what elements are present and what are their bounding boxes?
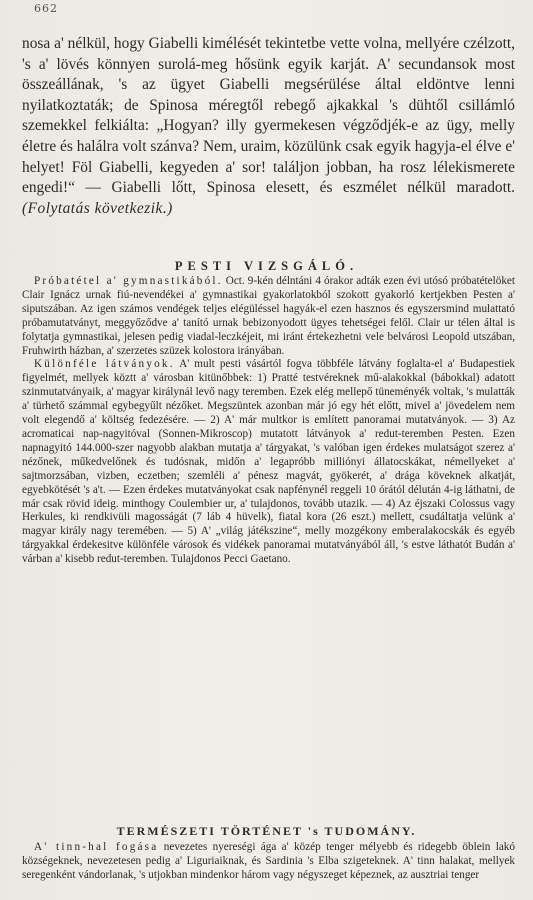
paragraph-gymnastics: [22, 275, 515, 358]
paragraph-spectacles: [22, 358, 515, 567]
paragraph-lead: Próbatétel a' gymnastikából.: [34, 275, 223, 287]
page-number: 662: [34, 2, 58, 15]
story-text: [22, 34, 515, 219]
paragraph-lead: A' tinn-hal fogása: [34, 841, 159, 853]
section-heading-pesti-vizsgalo: PESTI VIZSGÁLÓ.: [174, 259, 359, 273]
section-heading-natural-history: TERMÉSZETI TÖRTÉNET 's TUDOMÁNY.: [116, 824, 417, 838]
paragraph-body: nevezetes nyereségi ága a' közép tenger mélyebb és ridegebb öblein lakó községeknek, nevezetesen pedig a' Liguriaiknak, és Sardinia 's Elba szigeteknek. A' tinn halakat, mellyek seregenként vándorlanak, 's utjokban mindenkor három vagy négyszeget képeznek, az ausztriai tenger: [22, 841, 515, 882]
paragraph-body: A' mult pesti vásártól fogva többféle látvány foglalta-el a' Budapestiek figyelmét, mellyek köztt a' városban kitünőbbek: 1) Pratté testvéreknek mű-alakokkal (bábokkal) adatott szinmutatványaik, a' magyar királynál levő nagy teremben. Ezek elég mellepő tüneményék voltak, 's mulatták a' türhető számmal egybegyűlt nézőket. Megszüntek azonban már jó egy hét előtt, mivel a' jövedelem nem volt elegendő a' költség fedezésére. — 2) A' már multkor is említett panoramai mutatványok. — 3) Az acromaticai nap-nagyitóval (Sonnen-Mikroscop) mutatott látványok a' redut-teremben Pesten. Ezen napnagyitó 144.000-szer nagyobb alakban mutatja a' tárgyakat, 's valóban igen érdekes mulatságot szerez a' nézőnek, műkedvelőnek és tudósnak, midőn a' legapróbb milliónyi állatocskákat, némellyeket a' sajtmorzsában, vizben, eczetben; szemléli a' pénesz magvát, gyökerét, a' drága köveknek alkatját, egyebkötését 's a't. — Ezen érdekes mutatványokat csak napfénynél reggeli 10 órától délután 4-ig láthatni, de már csak rövid ideig. minthogy Coulembier ur, a' tulajdonos, tovább utazik. — 4) Az éjszaki Colossus vagy Herkules, ki rendkivüli magosságát (7 láb 4 hüvelk), fiatal kora (26 eszt.) mellett, csudáltatja velünk a' magyar király nagy teremében. — 5) A' „világ játékszine“, melly mozgékony emberalakocskák és egyéb tárgyakkal érdekesitve különféle városok és vidékek panoramai mutatványából áll, 's estve láthatót Budán a' várban a' kisebb redut-teremben. Tulajdonos Pecci Gaetano.: [22, 358, 515, 566]
paragraph-lead: Különféle látványok.: [34, 358, 175, 371]
paragraph-tuna-fishing: [22, 840, 515, 883]
section-natural-history: [22, 840, 515, 883]
story-body: nosa a' nélkül, hogy Giabelli kimélését tekintetbe vette volna, mellyére czélzott, 's a' lövés könnyen surolá-meg hősünk egyik karját. A' secundansok most összeállának, 's az ügyet Giabelli megsérülése által eldöntve lenni nyilatkoztaták; de Spinosa méregtől rebegő ajkakkal 's dühtől csillámló szemekkel felkiálta: „Hogyan? illy gyermekesen végződjék-e az ügy, melly életre és halálra volt szánva? Nem, uraim, közülünk csak egyik hagyja-el élve e' helyet! Föl Giabelli, kegyeden a' sor! találjon jobban, ha rosz lélekismerete engedi!“ — Giabelli lőtt, Spinosa elesett, és eszmélet nélkül maradott.: [22, 35, 515, 197]
paragraph-body: Oct. 9-kén délntáni 4 órakor adták ezen évi utósó próbatételöket Clair Ignácz urnak fiú-nevendékei a' gymnastikai gyakorlatokból szokott gyakorló kertjekben Pesten a' siputszában. Az igen számos vendégek teljes elégüléssel hagyák-el ezen hasznos és egyszersmind mulattató próbamutatványt, meggyőződve a' tanító urnak bebizonyodott ügyes tehetségei felől. Clair ur télen által is folytatja gymnastikai, jelesen pedig viadal-leczkéjeit, mi iránt értekezhetni vele belvárosi Leopold utszában, Fruhwirth házban, a' szerzetes szüzek kolostora irányában.: [22, 275, 516, 357]
section-pesti-vizsgalo: [22, 275, 515, 567]
serial-story: [22, 34, 515, 219]
continuation-note: (Folytatás következik.): [22, 199, 173, 217]
